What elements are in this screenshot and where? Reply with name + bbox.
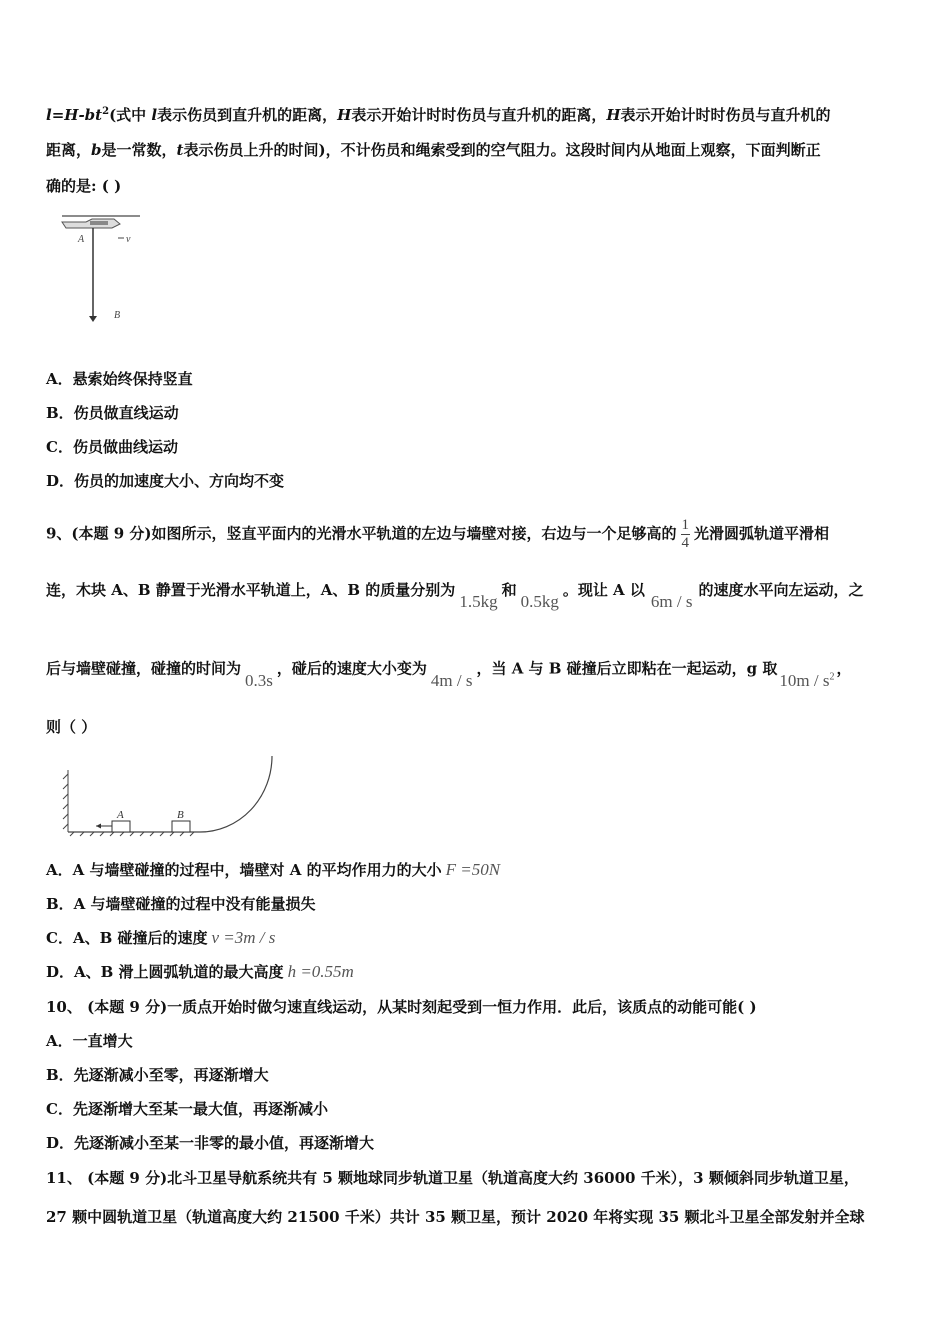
q8-text: 距离， — [46, 141, 92, 159]
q8-stem-line2 — [46, 140, 821, 160]
q8-text: 表示伤员上升的时间)，不计伤员和绳索受到的空气阻力。这段时间内从地面上观察，下面判断正 — [183, 141, 821, 159]
option-text: D．A、B 滑上圆弧轨道的最大高度 — [46, 963, 284, 981]
q10-option-b: B．先逐渐减小至零，再逐渐增大 — [46, 1066, 269, 1084]
q9-text: ，当 A 与 B 碰撞后立即粘在一起运动，g 取 — [476, 659, 778, 678]
q8-option-a: A．悬索始终保持竖直 — [46, 370, 193, 388]
option-math: v =3m / s — [211, 928, 276, 947]
label-v: v — [126, 234, 131, 245]
quarter-fraction — [681, 517, 691, 552]
rebound-velocity: 4m / s — [430, 670, 473, 690]
gravity-value — [779, 671, 834, 690]
q9-stem-line1 — [46, 517, 829, 552]
label-a: A — [78, 234, 85, 245]
gravity-sup: 2 — [829, 671, 835, 682]
quarter-arc-track — [200, 756, 272, 832]
q9-text: ， — [836, 659, 852, 678]
mass-b: 0.5kg — [520, 592, 559, 611]
q10-option-c: C．先逐渐增大至某一最大值，再逐渐减小 — [46, 1100, 328, 1118]
fraction-numerator: 1 — [681, 517, 690, 533]
option-math: h =0.55m — [287, 962, 354, 981]
q9-option-a — [46, 860, 500, 880]
q8-formula-sup: 2 — [102, 106, 110, 117]
fraction-denominator: 4 — [681, 535, 690, 551]
q11-stem-line2: 27 颗中圆轨道卫星（轨道高度大约 21500 千米）共计 35 颗卫星，预计 2020 年将实现 35 颗北斗卫星全部发射并全球 — [46, 1208, 865, 1226]
label-b: B — [177, 809, 184, 821]
q8-stem-line1 — [46, 102, 831, 125]
q8-text: 表示伤员到直升机的距离， — [157, 106, 338, 124]
q8-var-H: H — [337, 106, 352, 124]
mass-a: 1.5kg — [459, 592, 498, 611]
initial-velocity: 6m / s — [650, 592, 693, 611]
q8-helicopter-figure — [56, 212, 156, 330]
q8-formula: l=H-bt — [46, 106, 103, 124]
q8-var-b: b — [91, 141, 102, 159]
q8-text: 表示开始计时时伤员与直升机的距离， — [351, 106, 607, 124]
option-text: A．A 与墙壁碰撞的过程中，墙壁对 A 的平均作用力的大小 — [46, 861, 442, 879]
q10-option-d: D．先逐渐减小至某一非零的最小值，再逐渐增大 — [46, 1134, 375, 1152]
block-b — [172, 821, 190, 832]
q8-text: (式中 — [109, 106, 147, 124]
q9-stem-line3 — [46, 655, 852, 690]
velocity-arrowhead — [96, 824, 101, 829]
block-a — [112, 821, 130, 832]
q9-option-c — [46, 928, 275, 948]
q8-text: 是一常数， — [101, 141, 177, 159]
q9-text: 后与墙壁碰撞，碰撞的时间为 — [46, 659, 242, 678]
q9-stem-line4: 则（ ） — [46, 718, 97, 736]
q9-text: 9、(本题 9 分)如图所示，竖直平面内的光滑水平轨道的左边与墙壁对接，右边与一个足够高的 — [46, 524, 677, 543]
q9-option-b: B．A 与墙壁碰撞的过程中没有能量损失 — [46, 895, 316, 913]
gravity-text: 10m / s — [779, 670, 830, 690]
q8-stem-line3: 确的是: ( ) — [46, 177, 122, 195]
q8-option-c: C．伤员做曲线运动 — [46, 438, 178, 456]
q9-text: 光滑圆弧轨道平滑相 — [694, 524, 830, 543]
q11-stem-line1: 11、 (本题 9 分)北斗卫星导航系统共有 5 颗地球同步轨道卫星（轨道高度大约 36000 千米），3 颗倾斜同步轨道卫星， — [46, 1169, 859, 1187]
q9-text: 的速度水平向左运动，之 — [698, 581, 864, 599]
q8-var-H: H — [606, 106, 621, 124]
q8-option-b: B．伤员做直线运动 — [46, 404, 179, 422]
q8-text: 表示开始计时时伤员与直升机的 — [620, 106, 831, 124]
label-b: B — [114, 310, 121, 321]
q9-text: 。现让 A 以 — [562, 581, 645, 599]
q9-stem-line2 — [46, 580, 864, 611]
option-math: F =50N — [445, 860, 501, 879]
q9-text: 连，木块 A、B 静置于光滑水平轨道上，A、B 的质量分别为 — [46, 581, 456, 599]
label-a: A — [117, 809, 124, 821]
wall-hatch — [63, 770, 68, 832]
q9-track-figure — [60, 752, 280, 842]
q8-var-l: l — [151, 106, 158, 124]
q10-option-a: A．一直增大 — [46, 1032, 133, 1050]
q10-stem: 10、 (本题 9 分)一质点开始时做匀速直线运动，从某时刻起受到一恒力作用．此后，该质点的动能可能( ) — [46, 998, 757, 1016]
collision-time: 0.3s — [245, 670, 273, 690]
q9-text: 和 — [501, 581, 517, 599]
helicopter-window — [90, 221, 108, 225]
q8-var-t: t — [176, 141, 184, 159]
q8-option-d: D．伤员的加速度大小、方向均不变 — [46, 472, 285, 490]
q9-option-d — [46, 962, 354, 982]
option-text: C．A、B 碰撞后的速度 — [46, 929, 208, 947]
q9-text: ，碰后的速度大小变为 — [276, 659, 427, 678]
injured-person-marker — [89, 316, 97, 322]
